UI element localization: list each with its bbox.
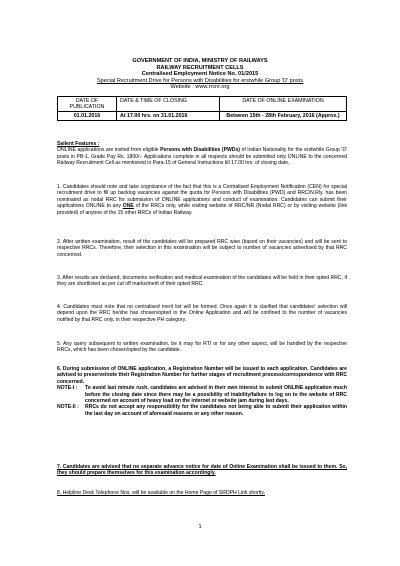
note-1-text: To avoid last minute rush, candidates are advised in their own interest to submit ONLINE application much before the closing date since there may be a possibility of inability/failure to log on to the website of RRC concerned on account of heavy load on the internet or website jam during last days. [85,385,347,405]
point-8: 8. Helpline Desk Telephone Nos. will be available on the Home Page of SRDPH Link shortly. [57,490,265,496]
salient-heading: Salient Features : [57,141,100,147]
point-1: 1. Candidates should note and take cognizance of the fact that this is a Centralised Employment Notification (CEN) for special recruitment drive to fill up backlog vacancies against the quota for Persons with Disabilities (PWD) and RRC/N.Rly. has been nominated as nodal RRC for submission of ONLINE applications and conduct of examination. Candidates can submit their applications ONLINE to any ONE of the RRCs only, while visiting website of RRC/NR (Nodal RRC) or by visiting website (link provided) of anyone of the 15 other RRCs of Indian Railway. [57,184,347,216]
point-4: 4. Candidates must note that no centralised merit list will be formed. Once again it is clarified that candidates' selection will depend upon the RRC he/she has chosen/opted in the Online Application and will be confined to the number of vacancies notified by that RRC only, in their respective PH category. [57,304,347,323]
note-1-label: NOTE-I : [57,385,78,392]
page-number: 1 [198,524,202,530]
point-5: 5. Any query subsequent to written examination, be it may for RTI or for any other aspect, will be handled by the respective RRCs, which has been chosen/opted by the candidate. [57,341,347,354]
point-2: 2. After written examination, result of the candidates will be prepared RRC wise (based on their vacancies) and will be sent to respective RRCs. Therefore, their selection in this examination will be subject to number of vacancies advertised by that RRC concerned. [57,239,347,258]
website-line: Website : www.rrcnr.org [170,84,230,91]
notice-number: Centralised Employment Notice No. 01/2015 [141,71,259,78]
ministry-title: GOVERNMENT OF INDIA, MINISTRY OF RAILWAYS [132,58,268,64]
exam-date: Between 15th - 28th February, 2016 (Approx.) [220,112,347,121]
schedule-header-row [58,97,347,112]
drive-title: Special Recruitment Drive for Persons with Disabilities for erstwhile Group 'D' posts [96,77,304,84]
salient-features [57,141,347,167]
closing-header: DATE & TIME OF CLOSING [117,97,220,112]
publication-header: DATE OF PUBLICATION [58,97,117,112]
note-2-text: RRCs do not accept any responsibility for the candidates not being able to submit their application within the last day on account of aforesaid reasons or any other reason. [85,404,347,417]
point-3: 3. After results are declared, documents verification and medical examination of the candidates will be held in their opted RRC, if they are shortlisted as per cut off marks/merit of their opted RRC. [57,275,347,288]
schedule-table [57,96,347,121]
closing-date: At 17.00 hrs. on 31.01.2016 [117,112,220,121]
note-2-label: NOTE-II : [57,404,79,411]
notice-header [40,58,360,91]
point-6: 6. During submission of ONLINE application, a Registration Number will be issued to each application. Candidates are advised to preserve/note their Registration Number for further stages of recruitment process/correspondence with RRC concerned. NOTE-I : To avoid last minute rush, candidates are advised in their own interest to submit ONLINE application much before the closing date since there may be a possibility of inability/failure to log on to the website of RRC concerned on account of heavy load on the internet or website jam during last days. NOTE-II : RRCs do not accept any responsibility for the candidates not being able to submit their application within the last day on account of aforesaid reasons or any other reason. [57,366,347,417]
note-2 [57,404,347,417]
one-emphasis: ONE [122,203,134,210]
note-1 [57,385,347,404]
point-7: 7. Candidates are advised that no separate advance notice for date of Online Examination shall be issued to them. So, they should prepare themselves for this examination accordingly. [57,464,347,477]
exam-header: DATE OF ONLINE EXAMINATION [220,97,347,112]
pwd-emphasis: Persons with Disabilities (PWDs) [160,147,240,154]
cells-title: RAILWAY RECRUITMENT CELLS [156,64,244,71]
schedule-value-row [58,112,347,121]
salient-intro: ONLINE applications are invited from eligible Persons with Disabilities (PWDs) of Indian Nationality for the erstwhile Group 'D' posts in PB-1, Grade Pay Rs. 1800/-. Applications complete in all respects should be submitted only ONLINE to the concerned Railway Recruitment Cell as mentioned in Para-15 of General Instructions till 17.00 hrs. of closing date. [57,147,347,167]
publication-date: 01.01.2016 [58,112,117,121]
